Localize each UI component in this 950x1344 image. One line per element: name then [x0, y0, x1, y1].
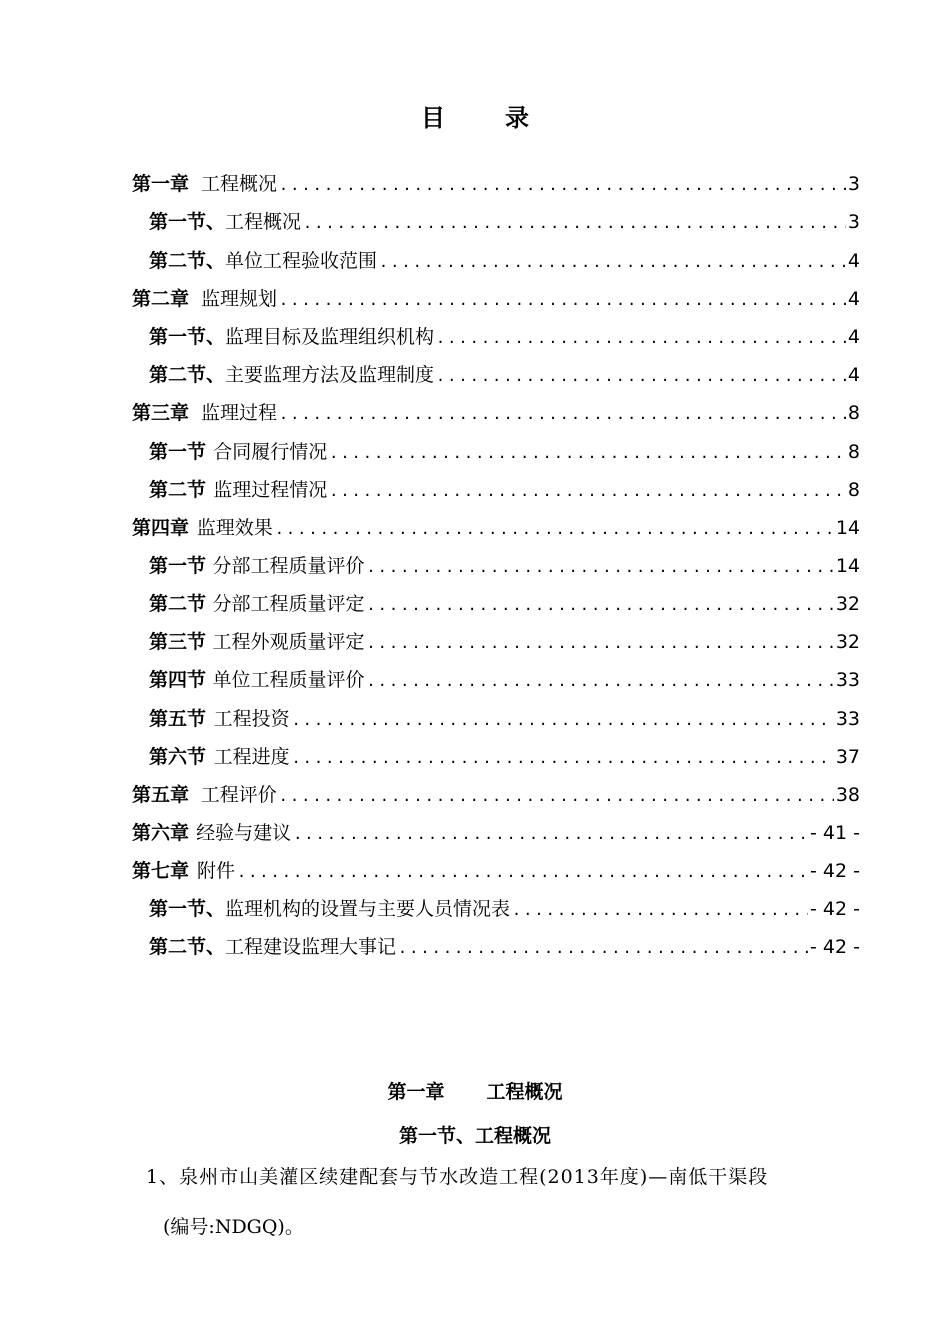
body-paragraph-line: (编号:NDGQ)。: [163, 1216, 304, 1238]
toc-entry-page: - 42 -: [810, 898, 860, 920]
toc-entry-section[interactable]: [149, 359, 860, 391]
toc-entry-section[interactable]: [149, 664, 860, 696]
toc-entry-num: 第六节: [149, 746, 207, 768]
toc-entry-num: 第三节: [149, 631, 207, 653]
toc-entry-num: 第三章: [132, 402, 190, 424]
toc-entry-num: 第四章: [132, 517, 190, 539]
toc-entry-page: 3: [847, 173, 860, 195]
toc-entry-title: 监理目标及监理组织机构: [225, 326, 435, 348]
toc-entry-page: 4: [847, 326, 860, 348]
toc-title-left: 目: [421, 103, 445, 132]
toc-entry-num: 第四节: [149, 669, 207, 691]
toc-entry-num: 第七章: [132, 860, 190, 882]
toc-entry-num: 第一节: [149, 441, 207, 463]
toc-entry-title: 附件: [196, 860, 235, 882]
toc-entry-num: 第二节: [149, 593, 207, 615]
toc-entry-section[interactable]: [149, 321, 860, 353]
toc-entry-title: 合同履行情况: [213, 441, 328, 463]
toc-entry-section[interactable]: [149, 474, 860, 506]
toc-entry-chapter-4[interactable]: [132, 512, 860, 544]
toc-entry-title: 工程外观质量评定: [212, 631, 365, 653]
toc-entry-num: 第一节: [149, 555, 207, 577]
toc-entry-num: 第一节、: [149, 211, 226, 233]
toc-entry-page: 4: [847, 250, 860, 272]
toc-entry-page: 8: [847, 441, 860, 463]
toc-entry-num: 第二节、: [149, 250, 226, 272]
toc-entry-num: 第二节、: [149, 364, 226, 386]
chapter-num: 第一章: [387, 1081, 445, 1103]
toc-entry-section[interactable]: [149, 245, 860, 277]
toc-title: [0, 98, 950, 133]
toc-entry-section[interactable]: [149, 206, 860, 238]
toc-entry-page: 4: [847, 364, 860, 386]
toc-entry-section[interactable]: [149, 741, 860, 773]
toc-entry-chapter-1[interactable]: [132, 168, 860, 200]
toc-entry-title: 监理机构的设置与主要人员情况表: [225, 898, 511, 920]
toc-entry-title: 单位工程验收范围: [225, 250, 378, 272]
toc-entry-section[interactable]: [149, 931, 860, 963]
toc-entry-page: 32: [835, 593, 860, 615]
toc-entry-page: 3: [847, 211, 860, 233]
toc-entry-section[interactable]: [149, 893, 860, 925]
toc-entry-chapter-6[interactable]: [132, 817, 860, 849]
toc-entry-num: 第二章: [132, 288, 190, 310]
toc-entry-page: 8: [847, 402, 860, 424]
toc-entry-chapter-3[interactable]: [132, 397, 860, 429]
toc-entry-title: 工程评价: [200, 784, 277, 806]
toc-entry-title: 主要监理方法及监理制度: [225, 364, 435, 386]
toc-entry-title: 监理过程情况: [213, 479, 328, 501]
toc-entry-num: 第一节、: [149, 326, 226, 348]
toc-entry-section[interactable]: [149, 703, 860, 735]
chapter-title: 工程概况: [486, 1081, 563, 1103]
toc-entry-title: 经验与建议: [196, 822, 292, 844]
toc-entry-section[interactable]: [149, 626, 860, 658]
toc-entry-num: 第二节: [149, 479, 207, 501]
toc-entry-page: 38: [835, 784, 860, 806]
toc-entry-title: 工程概况: [225, 211, 302, 233]
toc-entry-section[interactable]: [149, 436, 860, 468]
toc-entry-section[interactable]: [149, 550, 860, 582]
toc-entry-num: 第一节、: [149, 898, 226, 920]
toc-entry-page: 37: [835, 746, 860, 768]
toc-entry-title: 监理规划: [201, 288, 278, 310]
toc-entry-chapter-7[interactable]: [132, 855, 860, 887]
toc-entry-page: 33: [835, 669, 860, 691]
toc-entry-num: 第五章: [132, 784, 190, 806]
toc-entry-section[interactable]: [149, 588, 860, 620]
toc-entry-title: 监理过程: [201, 402, 278, 424]
toc-entry-page: 14: [835, 555, 860, 577]
toc-entry-page: - 42 -: [810, 860, 860, 882]
toc-entry-title: 监理效果: [196, 517, 273, 539]
toc-entry-chapter-5[interactable]: [132, 779, 860, 811]
toc-entry-page: 32: [835, 631, 860, 653]
toc-entry-title: 工程进度: [213, 746, 290, 768]
toc-title-right: 录: [505, 103, 529, 132]
toc-entry-title: 工程概况: [201, 173, 278, 195]
toc-entry-page: 8: [847, 479, 860, 501]
toc-entry-title: 分部工程质量评价: [212, 555, 365, 577]
toc-entry-title: 工程建设监理大事记: [225, 936, 397, 958]
toc-entry-chapter-2[interactable]: [132, 283, 860, 315]
toc-entry-page: 4: [847, 288, 860, 310]
toc-entry-num: 第二节、: [149, 936, 226, 958]
toc-entry-page: - 42 -: [810, 936, 860, 958]
toc-entry-page: 33: [835, 708, 860, 730]
chapter-heading: [0, 1077, 950, 1104]
toc-entry-num: 第六章: [132, 822, 190, 844]
toc-entry-num: 第五节: [149, 708, 207, 730]
toc-entry-page: - 41 -: [810, 822, 860, 844]
body-paragraph-line: 1、泉州市山美灌区续建配套与节水改造工程(2013年度)—南低干渠段: [146, 1166, 769, 1188]
toc-entry-title: 分部工程质量评定: [212, 593, 365, 615]
toc-entry-page: 14: [835, 517, 860, 539]
toc-entry-title: 工程投资: [213, 708, 290, 730]
toc-entry-title: 单位工程质量评价: [212, 669, 365, 691]
toc-entry-num: 第一章: [132, 173, 190, 195]
section-heading: 第一节、工程概况: [398, 1125, 551, 1147]
